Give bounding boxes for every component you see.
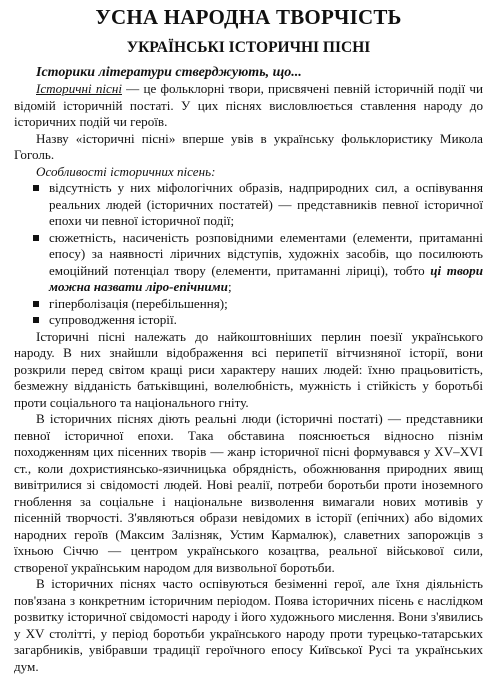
bullet-icon <box>33 317 39 323</box>
naming-paragraph: Назву «історичні пісні» вперше увів в українську фольклористику Микола Гоголь. <box>14 130 483 162</box>
feature-text: відсутність у них міфологічних образів, надприродних сил, а оспівування реальних людей (історичних постатей) — представників певної історичної епохи чи певної історичної події; <box>49 180 483 228</box>
body-paragraph: Історичні пісні належать до найкоштовніших перлин поезії українського народу. В них знайшли відображення всі перипетії вітчизняної історії, вони розкрили перед світом кращі риси характеру наших людей: їхню працьовитість, безмежну відданість батьківщині, волелюбність, мужність і стійкість у боротьбі проти соціального та національного гніту. <box>14 328 483 410</box>
bullet-icon <box>33 235 39 241</box>
feature-text: гіперболізація (перебільшення); <box>49 295 228 311</box>
feature-text: супроводження історії. <box>49 312 177 327</box>
page-title: УСНА НАРОДНА ТВОРЧІСТЬ <box>95 5 402 29</box>
list-item <box>49 312 483 329</box>
feature-emphasis: ці твори можна назвати ліро-епічними <box>49 262 483 294</box>
bullet-icon <box>33 301 39 307</box>
intro-term: Історичні пісні <box>36 81 122 96</box>
features-list <box>14 180 483 329</box>
lead-heading: Історики літератури стверджують, що... <box>36 65 302 80</box>
bullet-icon <box>33 185 39 191</box>
body-paragraph: В історичних піснях діють реальні люди (історичні постаті) — представники певної історичної епохи. Така обставина пояснюється відносно пізнім походженням цих пісенних творів — жанр історичної пісні формувався у XV–XVI ст., коли дохристиянсько-язичницька обрядність, обожнювання природних явищ вивітрилися зі свідомості людей. Нові реалії, потреби боротьби проти іноземного гноблення за соціальне і національне визволення вимагали нових мотивів у пісенній творчості. З'являються образи невідомих в історії (епічних) або відомих народних героїв (Максим Залізняк, Устим Кармалюк), славетних запорожців з їхньою Січчю — центром українського козацтва, реальної військової сили, створеної українським народом для визвольної боротьби. <box>14 411 483 575</box>
features-heading: Особливості історичних пісень: <box>36 163 216 179</box>
body-paragraph: В історичних піснях часто оспівуються безіменні герої, але їхня діяльність пов'язана з конкретним історичним періодом. Поява історичних пісень є наслідком розвитку історичної свідомості народу і його художнього мислення. Вони з'явились у XV столітті, у період боротьби українського народу проти турецько-татарських загарбників, увібравши традиції героїчного епосу Київської Русі та українських дум. <box>14 576 483 674</box>
feature-text-end: ; <box>227 279 232 294</box>
intro-definition: — це фольклорні твори, присвячені певній історичній події чи відомій історичній постаті. У цих піснях висловлюється ставлення народу до історичних подій чи героїв. <box>14 81 483 129</box>
section-subtitle: УКРАЇНСЬКІ ІСТОРИЧНІ ПІСНІ <box>126 39 371 56</box>
list-item <box>49 296 483 313</box>
list-item <box>49 230 483 296</box>
intro-paragraph <box>14 81 483 131</box>
list-item <box>49 180 483 230</box>
feature-text: сюжетність, насиченість розповідними елементами (елементи, притаманні епосу) за наявності ліричних відступів, художніх засобів, що посилюють емоційний потенціал твору (елементи, притаманні ліриці), тобто <box>49 229 483 278</box>
